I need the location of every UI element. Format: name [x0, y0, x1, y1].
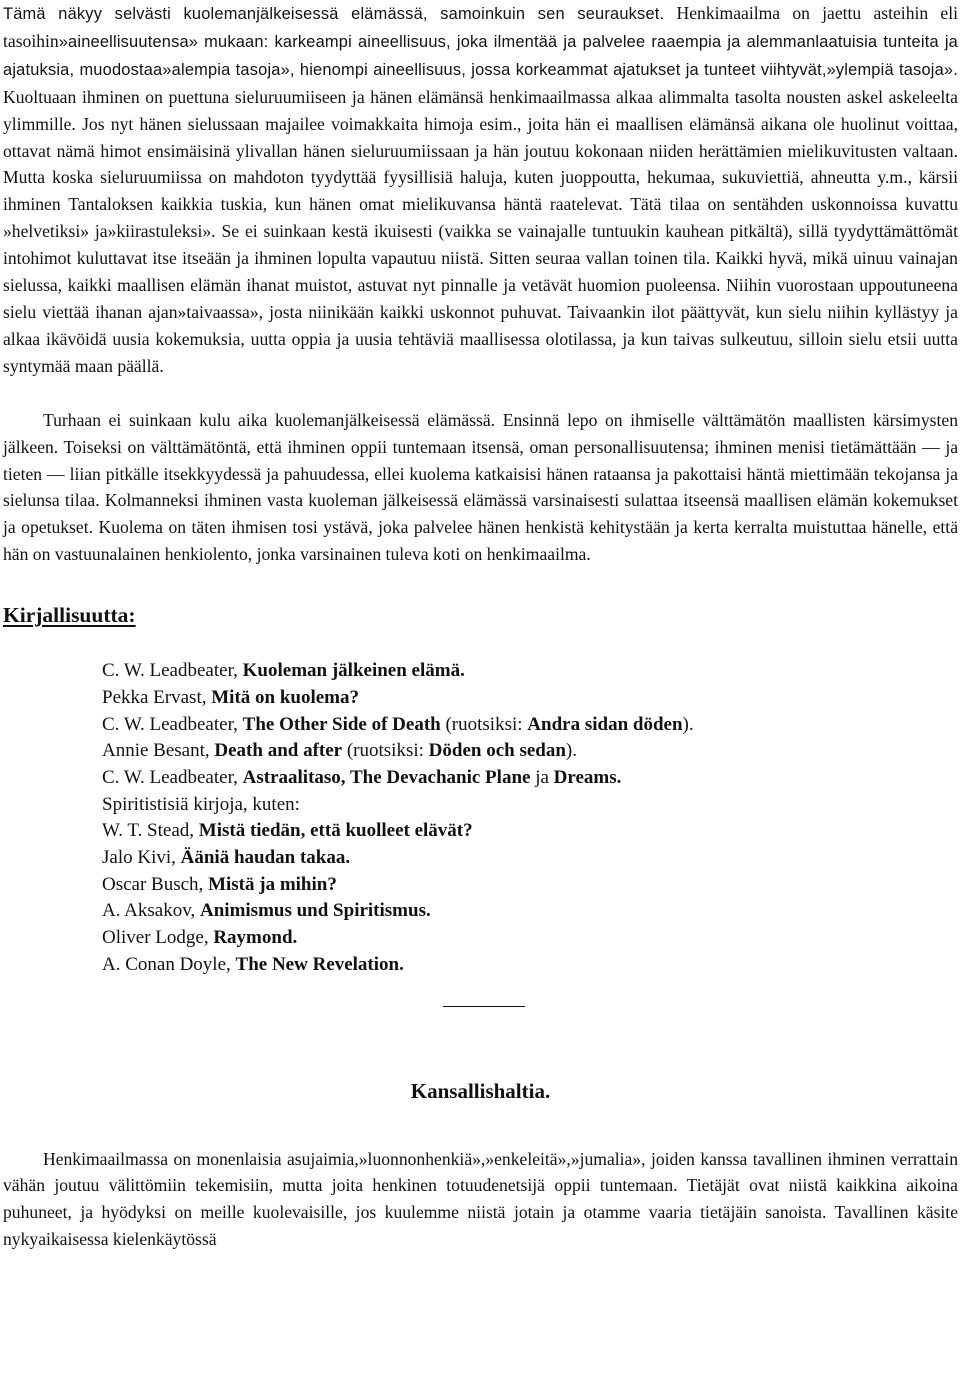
- sentence: Tavallinen käsite nykyaikaisessa kielenkäytössä: [3, 1202, 959, 1250]
- sentence: Tätä tilaa on sentähden uskonnoissa kuvattu »helvetiksi» ja»kiirastuleksi».: [3, 194, 958, 242]
- sentence: Toiseksi on välttämätöntä, että ihminen oppii tuntemaan itsensä, oman personallisuutensa; ihminen menisi tietämättään: [63, 436, 917, 457]
- bibliography-item: [102, 818, 958, 845]
- bibliography-title: Death and after: [214, 740, 343, 762]
- paragraph-afterlife-levels: [3, 0, 958, 380]
- bibliography-item: [102, 685, 958, 712]
- bibliography-title: Raymond.: [213, 927, 298, 949]
- sentence: Mutta koska sieluruumiissa on mahdoton tyydyttää fyysillisiä haluja, kuten juoppoutta, hekumaa, sukuviettiä, ahneutta y.m., kärsii ihminen Tantaloksen kaikkia tuskia, kun hänen omat mielikuvansa häntä raatelevat.: [3, 167, 958, 215]
- sentence: Sitten seuraa vallan toinen tila.: [489, 248, 711, 269]
- bibliography-item: [102, 845, 958, 872]
- spacer: [3, 1105, 958, 1146]
- bibliography-item: [102, 712, 958, 739]
- bibliography-item: [102, 925, 958, 952]
- bibliography-item: [102, 898, 958, 925]
- bibliography-item: [102, 738, 958, 765]
- sentence: Turhaan ei suinkaan kulu aika kuolemanjälkeisessä elämässä.: [43, 409, 496, 430]
- bibliography-author: C. W. Leadbeater,: [102, 713, 238, 735]
- bibliography-author: Oscar Busch,: [102, 873, 204, 895]
- sentence: Kuoltuaan ihminen on puettuna sieluruumiiseen ja hänen elämänsä henkimaailmassa alkaa alimmalta tasolta nousten askel askeleelta ylimmille.: [3, 86, 958, 134]
- sentence: liian pitkälle itsekkyydessä ja pahuudessa, ellei kuolema katkaisisi hänen rataansa ja pakottaisi häntä miettimään tekojansa ja sielunsa tilaa.: [3, 463, 958, 511]
- bibliography-author: W. T. Stead,: [102, 820, 195, 842]
- sentence: Tämä näkyy selvästi kuolemanjälkeisessä elämässä, samoinkuin sen seuraukset.: [3, 5, 665, 23]
- section-title: Kansallishaltia.: [410, 1078, 551, 1103]
- bibliography-author: Pekka Ervast,: [102, 686, 207, 708]
- bibliography-title: The New Revelation.: [235, 953, 404, 975]
- bibliography-title: Animismus und Spiritismus.: [200, 900, 431, 922]
- bibliography-author: Annie Besant,: [102, 740, 210, 762]
- sentence: Henkimaailmassa on monenlaisia asujaimia,»luonnonhenkiä»,»enkeleitä»,»jumalia», joiden kanssa tavallinen ihminen verrattain vähän joutuu välittömiin tekemisiin, mutta joita henkinen totuudenetsijä oppii tuntemaan.: [3, 1148, 958, 1196]
- bibliography-author: C. W. Leadbeater,: [102, 660, 238, 682]
- spacer: [3, 629, 958, 658]
- sentence: Kuolema on täten ihmisen tosi ystävä, joka palvelee hänen henkistä kehitystään ja kerta kerralta muistuttaa hänelle, että hän on vastuunalainen henkiolento, jonka varsinainen tuleva koti on henkimaailma.: [3, 517, 958, 565]
- bibliography-author: Spiritistisiä kirjoja, kuten:: [102, 793, 300, 815]
- em-dash: —: [922, 436, 940, 457]
- bibliography-title: Andra sidan döden: [527, 713, 683, 735]
- bibliography-item: [102, 658, 958, 685]
- spacer: [3, 380, 958, 407]
- bibliography-note: (ruotsiksi:: [440, 713, 528, 735]
- spacer: [3, 1027, 958, 1077]
- bibliography-title: Ääniä haudan takaa.: [180, 847, 351, 869]
- bibliography-note: ).: [565, 740, 577, 762]
- bibliography-author: A. Conan Doyle,: [102, 953, 231, 975]
- bibliography-title: Mistä tiedän, että kuolleet elävät?: [198, 820, 473, 842]
- sentence: Ensinnä lepo on ihmiselle välttämätön maallisten kärsimysten jälkeen.: [3, 409, 958, 457]
- sentence: Jos nyt hänen sielussaan majailee voimakkaita himoja esim.: [82, 113, 517, 134]
- bibliography-title: Astraalitaso, The Devachanic Plane: [242, 766, 531, 788]
- sentence: Se ei suinkaan kestä ikuisesti (vaikka se vainajalle tuntuukin kauhean pitkältä), sillä tyydyttämättömät intohimot kuluttavat itse itseään ja ihminen lopulta vapautuu niistä.: [3, 221, 958, 269]
- bibliography-item: [102, 792, 958, 819]
- sentence: ja tieten: [3, 436, 959, 484]
- bibliography-title: Mistä ja mihin?: [208, 873, 337, 895]
- em-dash: —: [47, 463, 65, 484]
- bibliography-note: ).: [682, 713, 694, 735]
- bibliography-author: Jalo Kivi,: [102, 847, 176, 869]
- bibliography-title: Kuoleman jälkeinen elämä.: [242, 660, 465, 682]
- sentence: Kaikki hyvä, mikä uinuu vainajan sielussa, kaikki maallisen elämän ihanat muistot, astuvat nyt pinnalle ja vetävät huomion puoleensa.: [3, 248, 958, 296]
- bibliography-note: ja: [530, 766, 554, 788]
- spacer: [3, 979, 958, 993]
- bibliography-note: (ruotsiksi:: [342, 740, 429, 762]
- bibliography-author: Oliver Lodge,: [102, 927, 209, 949]
- sentence: Kolmanneksi ihminen vasta kuoleman jälkeisessä elämässä varsinaisesti sulattaa itseensä maallisen elämän kokemukset ja opetukset.: [3, 490, 958, 538]
- bibliography-list: [3, 658, 958, 978]
- bibliography-item: [102, 952, 958, 979]
- sentence: »aineellisuutensa» mukaan: karkeampi aineellisuus, joka ilmentää ja palvelee raaempia ja alemmanlaatuisia tunteita ja ajatuksia, muodostaa»alempia tasoja», hienompi aineellisuus, jossa korkeammat ajatukset ja tunteet viihtyvät,»ylempiä tasoja».: [3, 32, 958, 79]
- paragraph-purpose-of-afterlife: [3, 407, 958, 568]
- bibliography-title: Döden och sedan: [428, 740, 566, 762]
- bibliography-author: A. Aksakov,: [102, 900, 196, 922]
- section-divider: [3, 993, 958, 1027]
- sentence: Henkimaailma on jaettu asteihin eli tasoihin: [3, 3, 958, 51]
- bibliography-item: [102, 872, 958, 899]
- bibliography-author: C. W. Leadbeater,: [102, 766, 238, 788]
- bibliography-title: Dreams.: [553, 766, 622, 788]
- bibliography-title: Mitä on kuolema?: [211, 686, 360, 708]
- bibliography-title: The Other Side of Death: [242, 713, 441, 735]
- literature-heading: Kirjallisuutta:: [3, 603, 136, 628]
- divider-line: [443, 1006, 525, 1007]
- document-page: [3, 0, 958, 1253]
- spacer: [3, 568, 958, 601]
- sentence: Tietäjät ovat niistä kaikkina aikoina puhuneet, ja hyödyksi on meille kuolevaisille, jos kuulemme niistä jotain ja otamme vaaria tietäjäin sanoista.: [3, 1175, 958, 1223]
- paragraph-national-spirit: [3, 1146, 958, 1254]
- sentence: Niihin vuorostaan uppoutuneena sielu viettää ihanan ajan»taivaassa», josta niinikään kaikki uskonnot puhuvat.: [3, 275, 958, 322]
- sentence: Taivaankin ilot päättyvät, kun sielu niihin kyllästyy ja alkaa ikävöidä uusia kokemuksia, uutta oppia ja uusia tehtäviä maallisessa olotilassa, ja kun taivas sulkeutuu, silloin sielu etsii uutta syntymää maan päällä.: [3, 301, 958, 376]
- sentence: , joita hän ei maallisen elämänsä aikana ole huolinut voittaa, ottavat nämä himot ensimäisinä ylivallan hänen sieluruumiissaan ja hän joutuu kokonaan niiden herättämien mielikuvitusten valtaan.: [3, 113, 958, 161]
- bibliography-item: [102, 765, 958, 792]
